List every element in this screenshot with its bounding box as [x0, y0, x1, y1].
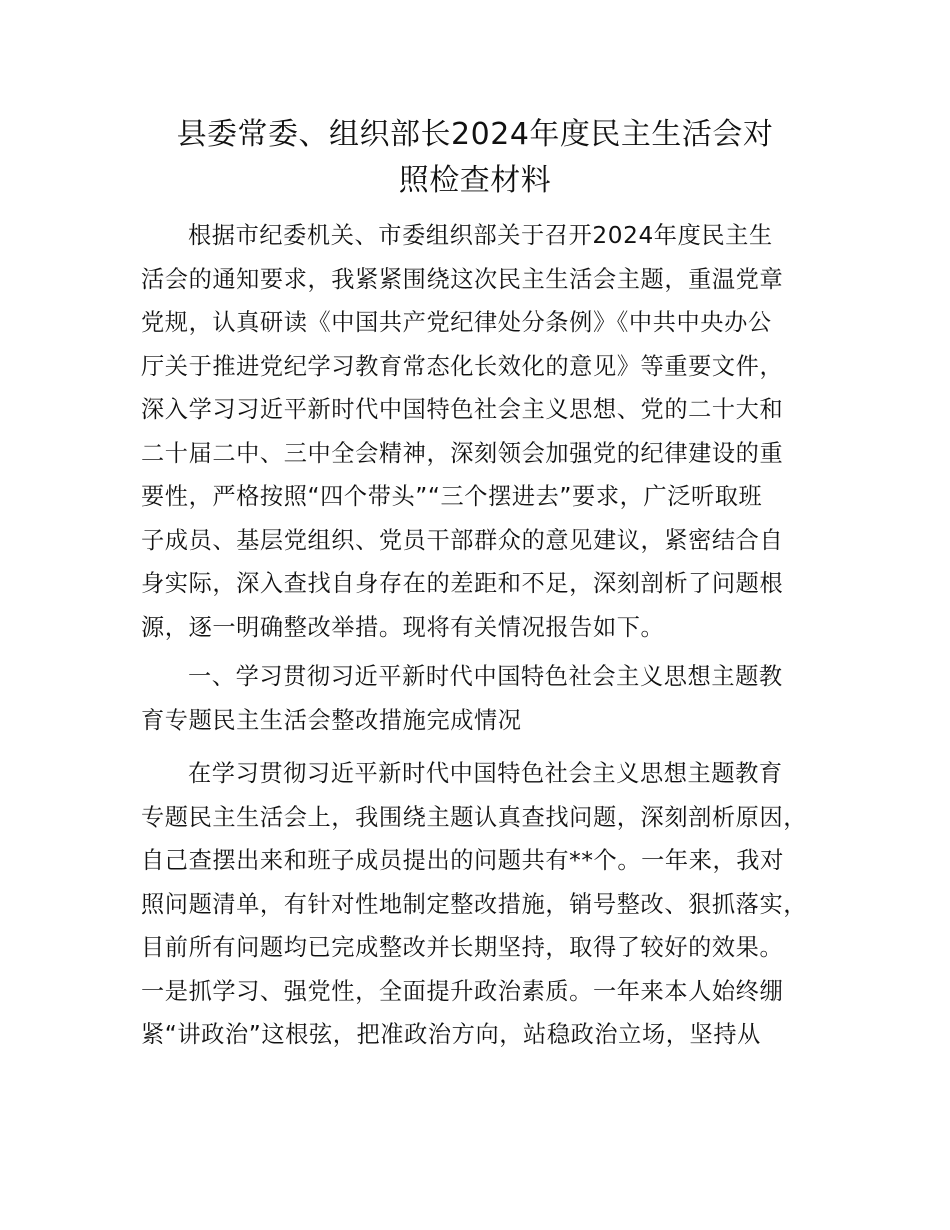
text-line: 要性，严格按照“四个带头”“三个摆进去”要求，广泛听取班 [141, 483, 763, 510]
document-title [90, 112, 860, 204]
text-line: 目前所有问题均已完成整改并长期坚持，取得了较好的效果。 [141, 934, 784, 961]
text-line: 一是抓学习、强党性，全面提升政治素质。一年来本人始终绷 [141, 977, 784, 1005]
section-heading-1 [141, 655, 841, 742]
text-line: 党规，认真研读《中国共产党纪律处分条例》《中共中央办公 [141, 309, 772, 336]
text-line: 在学习贯彻习近平新时代中国特色社会主义思想主题教育 [188, 760, 783, 787]
intro-paragraph [141, 214, 841, 649]
text-line: 照问题清单，有针对性地制定整改措施，销号整改、狠抓落实， [141, 890, 808, 918]
text-line: 专题民主生活会上，我围绕主题认真查找问题，深刻剖析原因， [141, 803, 808, 831]
text-line: 身实际，深入查找自身存在的差距和不足，深刻剖析了问题根 [141, 570, 784, 597]
text-line: 源，逐一明确整改举措。现将有关情况报告如下。 [141, 613, 665, 641]
text-line: 紧“讲政治”这根弦，把准政治方向，站稳政治立场，坚持从 [141, 1021, 761, 1048]
text-line: 自己查摆出来和班子成员提出的问题共有**个。一年来，我对 [141, 847, 784, 874]
heading-line: 育专题民主生活会整改措施完成情况 [141, 706, 522, 734]
text-line: 二十届二中、三中全会精神，深刻领会加强党的纪律建设的重 [141, 439, 784, 467]
heading-line: 一、学习贯彻习近平新时代中国特色社会主义思想主题教 [188, 663, 783, 690]
text-line: 厅关于推进党纪学习教育常态化长效化的意见》等重要文件， [141, 352, 784, 380]
title-line-1: 县委常委、组织部长2024年度民主生活会对 [176, 117, 774, 152]
text-line: 活会的通知要求，我紧紧围绕这次民主生活会主题，重温党章 [141, 265, 784, 293]
text-line: 深入学习习近平新时代中国特色社会主义思想、党的二十大和 [141, 396, 784, 423]
text-line: 根据市纪委机关、市委组织部关于召开2024年度民主生 [188, 222, 773, 249]
section-1-paragraph [141, 752, 841, 1057]
text-line: 子成员、基层党组织、党员干部群众的意见建议，紧密结合自 [141, 526, 784, 554]
title-line-2: 照检查材料 [398, 163, 552, 198]
